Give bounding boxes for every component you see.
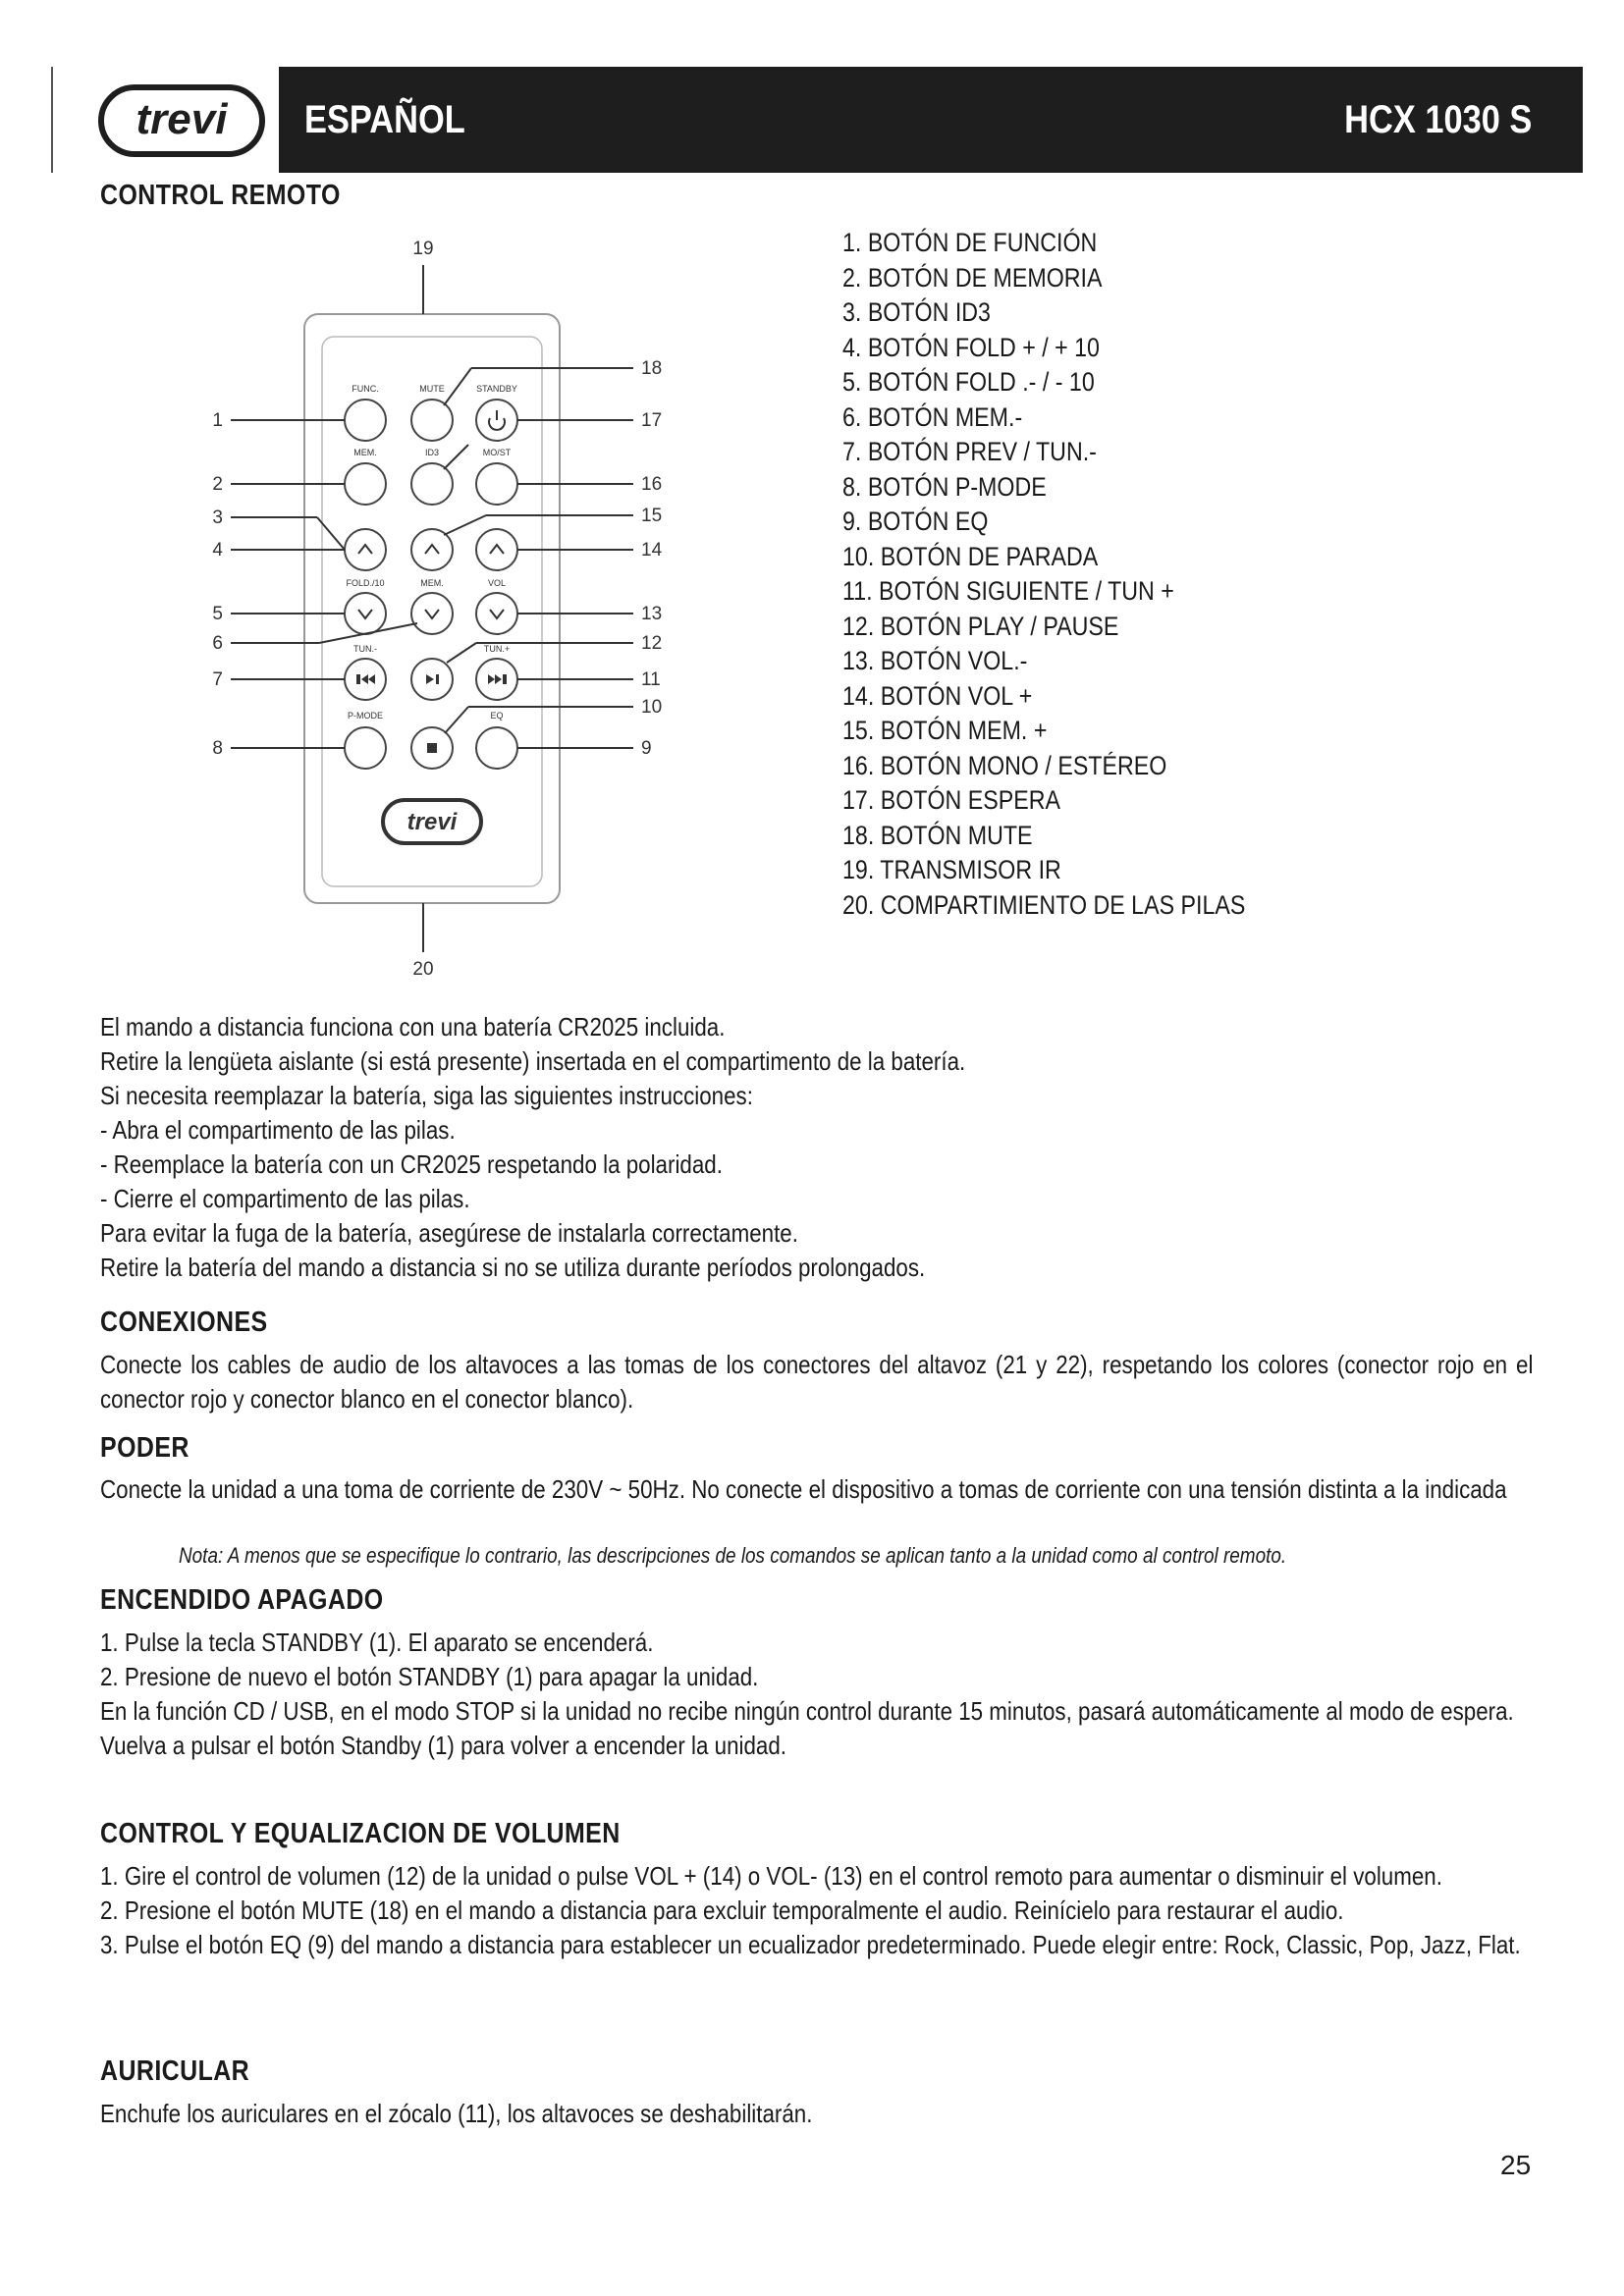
poder-note: Nota: A menos que se especifique lo contrario, las descripciones de los comandos se aplican tanto a la unidad como al control remoto. (179, 1543, 1287, 1568)
paragraph: Retire la lengüeta aislante (si está presente) insertada en el compartimento de la batería. (100, 1046, 966, 1076)
btn-label-eq: EQ (490, 711, 504, 721)
legend-item: 18. BOTÓN MUTE (842, 820, 1033, 850)
section-title-volumen: CONTROL Y EQUALIZACION DE VOLUMEN (100, 1818, 621, 1849)
callout-15: 15 (641, 506, 663, 526)
legend-item: 19. TRANSMISOR IR (842, 855, 1061, 884)
paragraph: - Reemplace la batería con un CR2025 respetando la polaridad. (100, 1149, 723, 1179)
section-title-auricular: AURICULAR (100, 2056, 250, 2087)
legend-item: 7. BOTÓN PREV / TUN.- (842, 437, 1097, 466)
paragraph: Retire la batería del mando a distancia si no se utiliza durante períodos prolongados. (100, 1253, 926, 1282)
list-item: 2. Presione el botón MUTE (18) en el mando a distancia para excluir temporalmente el audio. Reinícielo para restaurar el audio. (100, 1896, 1344, 1925)
paragraph: Conecte los cables de audio de los altavoces a las tomas de los conectores del altavoz (21 y 22), respetando los colores (conector rojo en el conector rojo y conector blanco en el conector blanco). (100, 1350, 1534, 1414)
paragraph: Para evitar la fuga de la batería, asegúrese de instalarla correctamente. (100, 1218, 798, 1248)
legend-item: 1. BOTÓN DE FUNCIÓN (842, 228, 1098, 257)
btn-label-vol: VOL (487, 578, 507, 588)
paragraph: - Abra el compartimento de las pilas. (100, 1115, 456, 1145)
callout-7: 7 (212, 669, 223, 690)
legend-item: 14. BOTÓN VOL + (842, 680, 1033, 711)
paragraph: En la función CD / USB, en el modo STOP si la unidad no recibe ningún control durante 15 minutos, pasará automáticamente al modo de espera. (100, 1696, 1514, 1726)
legend-item: 10. BOTÓN DE PARADA (842, 541, 1099, 571)
callout-8: 8 (212, 738, 223, 759)
legend-item: 4. BOTÓN FOLD + / + 10 (842, 332, 1100, 362)
paragraph: El mando a distancia funciona con una batería CR2025 incluida. (100, 1012, 726, 1041)
battery-instructions (100, 1010, 1534, 1285)
remote-control-diagram (211, 231, 682, 987)
paragraph: 1. Pulse la tecla STANDBY (1). El aparato se encenderá. (100, 1628, 654, 1657)
language-label: ESPAÑOL (304, 97, 465, 141)
paragraph: - Cierre el compartimento de las pilas. (100, 1184, 470, 1213)
btn-label-mute: MUTE (419, 384, 445, 394)
remote-legend (842, 226, 1311, 923)
section-title-control-remoto: CONTROL REMOTO (100, 180, 341, 211)
legend-item: 17. BOTÓN ESPERA (842, 785, 1060, 815)
btn-label-standby: STANDBY (476, 384, 517, 394)
btn-label-mem: MEM. (353, 448, 377, 457)
callout-2: 2 (212, 474, 223, 495)
callout-13: 13 (641, 604, 663, 624)
btn-label-most: MO/ST (482, 448, 512, 457)
remote-logo: trevi (406, 809, 458, 835)
legend-item: 6. BOTÓN MEM.- (842, 401, 1023, 432)
legend-item: 12. BOTÓN PLAY / PAUSE (842, 611, 1119, 641)
callout-5: 5 (212, 604, 223, 624)
callout-10: 10 (641, 697, 663, 718)
paragraph: 2. Presione de nuevo el botón STANDBY (1) para apagar la unidad. (100, 1662, 759, 1691)
legend-item: 13. BOTÓN VOL.- (842, 646, 1028, 675)
callout-11: 11 (641, 669, 661, 690)
callout-14: 14 (641, 540, 663, 561)
btn-label-id3: ID3 (424, 448, 440, 457)
legend-item: 15. BOTÓN MEM. + (842, 716, 1048, 745)
callout-12: 12 (641, 633, 663, 654)
callout-16: 16 (641, 474, 663, 495)
header-bar (279, 67, 1583, 173)
legend-item: 8. BOTÓN P-MODE (842, 471, 1047, 502)
callout-17: 17 (641, 410, 663, 431)
callout-19: 19 (412, 239, 434, 259)
btn-label-func: FUNC. (352, 384, 379, 394)
callout-20: 20 (412, 959, 434, 980)
legend-item: 16. BOTÓN MONO / ESTÉREO (842, 750, 1167, 780)
svg-text:trevi: trevi (135, 95, 228, 143)
callout-4: 4 (212, 540, 223, 561)
paragraph: Vuelva a pulsar el botón Standby (1) para volver a encender la unidad. (100, 1731, 786, 1760)
section-title-encendido: ENCENDIDO APAGADO (100, 1584, 384, 1616)
legend-item: 9. BOTÓN EQ (842, 507, 989, 536)
model-label: HCX 1030 S (1343, 97, 1532, 141)
margin-rule (51, 67, 53, 173)
btn-label-pmode: P-MODE (348, 711, 383, 721)
page-number: 25 (1500, 2150, 1532, 2180)
paragraph: Enchufe los auriculares en el zócalo (11), los altavoces se deshabilitarán. (100, 2099, 813, 2128)
btn-label-tun-plus: TUN.+ (483, 644, 511, 654)
legend-item: 20. COMPARTIMIENTO DE LAS PILAS (842, 889, 1246, 920)
conexiones-text (100, 1348, 1533, 1416)
poder-text (100, 1472, 1533, 1507)
callout-3: 3 (212, 507, 223, 528)
encendido-text (100, 1626, 1533, 1763)
paragraph: Conecte la unidad a una toma de corriente de 230V ~ 50Hz. No conecte el dispositivo a tomas de corriente con una tensión distinta a la indicada (100, 1474, 1507, 1504)
trevi-logo (98, 84, 265, 157)
btn-label-tun-minus: TUN.- (353, 644, 377, 654)
legend-item: 2. BOTÓN DE MEMORIA (842, 262, 1103, 293)
section-title-conexiones: CONEXIONES (100, 1307, 268, 1338)
legend-item: 5. BOTÓN FOLD .- / - 10 (842, 367, 1095, 397)
callout-6: 6 (212, 633, 223, 654)
callout-1: 1 (212, 410, 223, 431)
section-title-poder: PODER (100, 1432, 189, 1464)
btn-label-fold: FOLD./10 (346, 578, 385, 588)
volumen-list (100, 1859, 1533, 1962)
paragraph: Si necesita reemplazar la batería, siga las siguientes instrucciones: (100, 1081, 753, 1110)
callout-9: 9 (641, 738, 652, 759)
callout-18: 18 (641, 358, 663, 379)
page-header (98, 67, 1583, 173)
legend-item: 3. BOTÓN ID3 (842, 297, 991, 327)
list-item: 3. Pulse el botón EQ (9) del mando a distancia para establecer un ecualizador predeterminado. Puede elegir entre: Rock, Classic, Pop, Jazz, Flat. (100, 1930, 1521, 1959)
legend-item: 11. BOTÓN SIGUIENTE / TUN + (842, 576, 1174, 606)
auricular-text (100, 2097, 1533, 2131)
list-item: 1. Gire el control de volumen (12) de la unidad o pulse VOL + (14) o VOL- (13) en el control remoto para aumentar o disminuir el volumen. (100, 1861, 1442, 1891)
btn-label-mem-2: MEM. (420, 578, 444, 588)
